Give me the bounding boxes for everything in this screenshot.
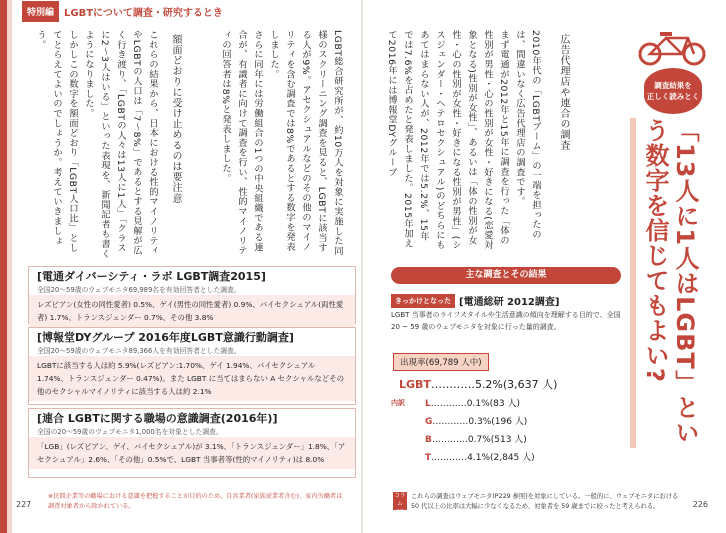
result-value: 0.3%(196 人) [468, 417, 528, 427]
survey-box-dentsu-2015 [28, 266, 356, 324]
badge-line-1: 調査結果を [654, 81, 692, 90]
left-para-4: しかしこの数字を額面どおり「LGBT人口比」としてとらえてよいのでしょうか。考えていきましょう。 [35, 30, 78, 253]
result-label: T [425, 453, 432, 463]
result-row-t [425, 450, 535, 463]
badge-line-2: 正しく読みとく [646, 92, 700, 101]
result-value: 5.2%(3,637 人) [474, 378, 558, 391]
result-row-g [425, 414, 527, 427]
title-accent-bar [630, 118, 636, 448]
result-label: L [425, 399, 431, 409]
survey2-body: LGBTに該当する人は約 5.9%(レズビアン:1.70%、ゲイ 1.94%、バイセクシュアル 1.74%、トランスジェンダー 0.47%)。また LGBT に当てはまらない A セクシャルなどその他のセクシャルマイノリティに該当する人は約 2.1% [29, 356, 355, 401]
topic-badge [644, 68, 702, 114]
result-dots: ………… [431, 453, 468, 463]
left-body-text-1 [215, 30, 345, 260]
left-body-text-2 [30, 30, 160, 260]
result-label: B [425, 435, 432, 445]
survey-box-hakuhodo-2016 [28, 327, 356, 405]
left-para-1: LGBT総合研究所が、約10万人を対象に実施した同様のスクリーニング調査を見ると、LGBTに該当する人が9%。アセクシュアルなどのその他のマイノリティを含む調査では8%であるとする数字を発表しました。 [268, 30, 343, 256]
column-note: これらの調査はウェブモニタ(P229 参照)を対象にしている。一般的に、ウェブモニタにおける 50 代以上の比率は大幅に少なくなるため、対象者を 59 歳までに絞ったと考えられる。 [411, 493, 679, 510]
page-header [0, 0, 300, 22]
survey1-sub: 全国20〜59歳のウェブモニタ69,989名を有効回答者とした調査。 [37, 286, 241, 294]
survey3-body: 「LGB」(レズビアン、ゲイ、バイセクシュアル)が 3.1%、「トランスジェンダー」1.8%、「アセクシュアル」2.6%、「その他」0.5%で、LGBT 当事者等(性的マイノリティ)は 8.0% [29, 437, 355, 469]
survey-description: LGBT 当事者のライフスタイルや生活意識の傾向を理解する目的で、全国 20 ~ 59 歳のウェブモニタを対象に行った量的調査。 [391, 311, 621, 331]
title-block [626, 26, 712, 456]
bicycle-icon [636, 26, 712, 66]
survey3-sub: 全国の20〜59歳のウェブモニタ1,000名を対象とした調査。 [37, 428, 223, 436]
result-label: G [425, 417, 433, 427]
right-page [363, 0, 726, 533]
header-tag: 特別編 [22, 1, 59, 22]
right-para-1: まず電通が2012年と15年に調査を行った「体の性別が男性・心の性別が女性・好きになる(恋愛対象となる)性別が女性」、あるいは「体の性別が女性・心の性別が女性・好きになる性別が男性」(シスジェンダー・ヘテロセクシュアル)のどちらにもあてはまらない人が、2012年では5.2%、15年では7.6%を占めたと発表しました。2015年加えて2016年には博報堂DYグループ [386, 30, 509, 250]
rate-label: 出現率(69,789 人中) [393, 353, 489, 371]
left-page-number: 227 [16, 500, 32, 509]
header-title: LGBTについて調査・研究するとき [64, 7, 223, 19]
result-dots: ………… [430, 378, 475, 391]
left-footnote: ※民間企業等の職場における意識を把握することが目的のため、自営業者(家族従業者含む)、家内労働者は調査対象者から除かれている。 [48, 493, 343, 510]
survey2-title: [博報堂DYグループ 2016年度LGBT意識行動調査] [37, 331, 294, 344]
right-page-number: 226 [692, 500, 708, 509]
right-side-heading: 広告代理店や連合の調査 [558, 34, 569, 151]
result-dots: ………… [430, 399, 467, 409]
survey-box-rengo-2016 [28, 408, 356, 478]
breakdown-label: 内訳 [391, 399, 405, 407]
result-row-l [425, 396, 520, 409]
survey3-title: [連合 LGBTに関する職場の意識調査(2016年)] [37, 412, 278, 425]
left-para-3: これらの結果から、日本における性的マイノリティやLGBTの人口は「7〜8%」であるとする見解が広く行き渡り、「LGBTの人々は13人に1人」「クラスに2〜3人はいる」といった表現を、新聞記者も書くようになりました。 [83, 30, 158, 259]
left-side-heading: 額面どおりに受け止めるのは要注意 [170, 34, 181, 204]
survey1-body: レズビアン(女性の同性愛者) 0.5%、ゲイ(男性の同性愛者) 0.9%、バイセクシュアル(両性愛者) 1.7%、トランスジェンダー 0.7%、その他 3.8% [29, 295, 355, 327]
section-heading: 主な調査とその結果 [391, 267, 621, 284]
left-edge-tab-light [7, 0, 12, 533]
kikkake-tag: きっかけとなった [391, 294, 455, 308]
result-label: LGBT [399, 378, 431, 391]
result-dots: ………… [432, 417, 469, 427]
result-row-b [425, 432, 527, 445]
survey2-sub: 全国20〜59歳のウェブモニタ89,366人を有効回答者とした調査。 [37, 347, 241, 355]
column-tag: コラム 12 [394, 493, 406, 515]
result-value: 0.7%(513 人) [467, 435, 527, 445]
result-row-lgbt [399, 376, 557, 392]
result-value: 0.1%(83 人) [466, 399, 520, 409]
kikkake-title: [電通総研 2012調査] [459, 297, 560, 308]
result-value: 4.1%(2,845 人) [467, 453, 535, 463]
result-dots: ………… [431, 435, 468, 445]
right-para-2: 2010年代の「LGBTブーム」の一端を担ったのは、間違いなく広告代理店の調査です。 [514, 30, 541, 240]
left-para-2: さらに同年には労働組合の1つの中央組織である連合が、有識者に向けて調査を行い、性的マイノリティの回答者は8%と発表しました。 [220, 30, 263, 256]
page-title: 「13人に1人はLGBT」という数字を信じてもよい? [641, 118, 699, 445]
right-body-text [386, 30, 543, 250]
kikkake-row [391, 293, 559, 308]
survey1-title: [電通ダイバーシティ・ラボ LGBT調査2015] [37, 270, 266, 283]
left-edge-tab [0, 0, 7, 533]
